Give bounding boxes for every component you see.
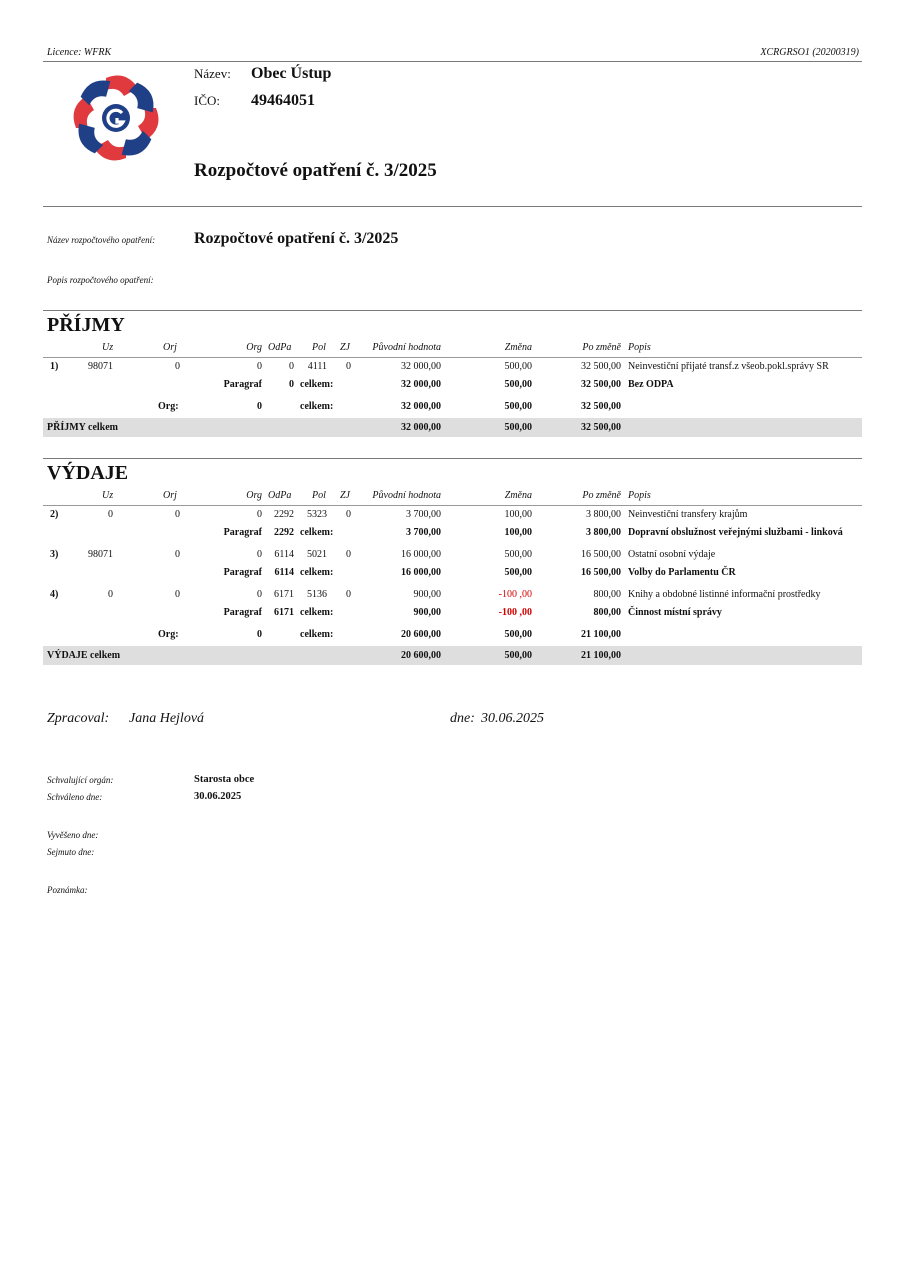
report-code: XCRGRSO1 (20200319) [760,47,859,58]
municipality-logo [66,68,166,168]
col-odpa: OdPa [268,342,292,353]
header-divider [43,61,862,62]
row-number: 3) [50,549,59,560]
paragraph-po-zmene: 3 800,00 [586,527,621,538]
prijmy-total-label: PŘÍJMY celkem [47,422,118,433]
schvaleno-label: Schváleno dne: [47,792,103,802]
vydaje-total-zmena: 500,00 [504,650,532,661]
cell-orj: 0 [175,549,180,560]
name-label: Název: [194,66,231,81]
cell-pol: 4111 [307,361,327,372]
prijmy-total-po-zmene: 32 500,00 [581,422,621,433]
org-label: Org: [158,629,179,640]
cell-orj: 0 [175,509,180,520]
paragraph-po-zmene: 32 500,00 [581,379,621,390]
cell-orj: 0 [175,589,180,600]
cell-puvodni: 900,00 [413,589,441,600]
org-value: 0 [257,629,262,640]
document-title: Rozpočtové opatření č. 3/2025 [194,160,437,181]
poznamka-label: Poznámka: [47,885,88,895]
col-zmena: Změna [504,342,532,353]
cell-uz: 98071 [88,361,113,372]
col-odpa: OdPa [268,490,292,501]
cell-po-zmene: 16 500,00 [581,549,621,560]
col-uz: Uz [102,342,114,353]
org-po-zmene: 32 500,00 [581,401,621,412]
cell-odpa: 6171 [274,589,294,600]
prijmy-total-puvodni: 32 000,00 [401,422,441,433]
col-pol: Pol [312,342,326,353]
schvalujici-label: Schvalující orgán: [47,775,114,785]
prijmy-total-band [43,418,862,437]
cell-uz: 0 [108,509,113,520]
measure-name-label: Název rozpočtového opatření: [47,235,156,245]
paragraph-zmena: 100,00 [504,527,532,538]
prijmy-header-line [43,357,862,358]
paragraph-odpa: 6114 [274,567,294,578]
cell-puvodni: 3 700,00 [406,509,441,520]
zpracoval-name: Jana Hejlová [129,711,205,726]
cell-org: 0 [257,361,262,372]
paragraph-label: Paragraf [223,379,262,390]
org-puvodni: 32 000,00 [401,401,441,412]
paragraph-popis: Volby do Parlamentu ČR [628,567,736,578]
paragraph-celkem: celkem: [300,527,334,538]
col-popis: Popis [628,342,651,353]
ico-value: 49464051 [251,92,315,109]
cell-zmena: -100 ,00 [498,589,532,600]
cell-org: 0 [257,509,262,520]
ico-label: IČO: [194,93,220,108]
col-org: Org [246,342,262,353]
cell-popis: Neinvestiční přijaté transf.z všeob.pokl.správy SR [628,361,829,372]
vydaje-divider [43,458,862,459]
logo-star-icon [66,68,166,168]
schvaleno-value: 30.06.2025 [194,791,242,802]
paragraph-popis: Bez ODPA [628,379,674,390]
paragraph-po-zmene: 800,00 [593,607,621,618]
col-puvodni: Původní hodnota [372,342,441,353]
org-celkem: celkem: [300,629,334,640]
paragraph-puvodni: 3 700,00 [406,527,441,538]
cell-puvodni: 16 000,00 [401,549,441,560]
paragraph-odpa: 2292 [274,527,294,538]
schvalujici-value: Starosta obce [194,774,255,785]
paragraph-celkem: celkem: [300,567,334,578]
vydaje-title: VÝDAJE [47,462,129,484]
row-number: 2) [50,509,59,520]
cell-pol: 5323 [307,509,327,520]
prijmy-divider [43,310,862,311]
paragraph-odpa: 0 [289,379,294,390]
cell-popis: Ostatní osobní výdaje [628,549,716,560]
paragraph-popis: Dopravní obslužnost veřejnými službami - linková [628,527,843,538]
zpracoval-label: Zpracoval: [47,711,110,726]
paragraph-celkem: celkem: [300,379,334,390]
cell-po-zmene: 32 500,00 [581,361,621,372]
cell-zj: 0 [346,509,351,520]
cell-zmena: 100,00 [504,509,532,520]
cell-popis: Knihy a obdobné listinné informační prostředky [628,589,821,600]
col-zj: ZJ [340,342,350,353]
org-po-zmene: 21 100,00 [581,629,621,640]
org-zmena: 500,00 [504,629,532,640]
col-orj: Orj [163,490,177,501]
paragraph-puvodni: 32 000,00 [401,379,441,390]
vydaje-total-puvodni: 20 600,00 [401,650,441,661]
cell-org: 0 [257,589,262,600]
paragraph-celkem: celkem: [300,607,334,618]
paragraph-odpa: 6171 [274,607,294,618]
prijmy-total-zmena: 500,00 [504,422,532,433]
title-divider [43,206,862,207]
row-number: 4) [50,589,59,600]
col-po-zmene: Po změně [582,342,621,353]
dne-value: 30.06.2025 [481,711,544,726]
sejmuto-label: Sejmuto dne: [47,847,95,857]
licence-label: Licence: WFRK [47,47,112,58]
org-label: Org: [158,401,179,412]
vydaje-total-band [43,646,862,665]
cell-uz: 98071 [88,549,113,560]
cell-odpa: 0 [289,361,294,372]
col-popis: Popis [628,490,651,501]
cell-uz: 0 [108,589,113,600]
cell-zj: 0 [346,589,351,600]
cell-po-zmene: 800,00 [593,589,621,600]
measure-desc-label: Popis rozpočtového opatření: [47,275,154,285]
col-puvodni: Původní hodnota [372,490,441,501]
paragraph-zmena: 500,00 [504,567,532,578]
vydaje-total-label: VÝDAJE celkem [47,650,121,661]
prijmy-title: PŘÍJMY [47,314,125,336]
cell-zmena: 500,00 [504,549,532,560]
paragraph-label: Paragraf [223,527,262,538]
org-celkem: celkem: [300,401,334,412]
cell-org: 0 [257,549,262,560]
cell-zj: 0 [346,549,351,560]
vydaje-total-po-zmene: 21 100,00 [581,650,621,661]
vyveseno-label: Vyvěšeno dne: [47,830,99,840]
cell-popis: Neinvestiční transfery krajům [628,509,748,520]
cell-odpa: 2292 [274,509,294,520]
col-pol: Pol [312,490,326,501]
paragraph-po-zmene: 16 500,00 [581,567,621,578]
cell-puvodni: 32 000,00 [401,361,441,372]
measure-name: Rozpočtové opatření č. 3/2025 [194,230,399,247]
org-zmena: 500,00 [504,401,532,412]
vydaje-header-line [43,505,862,506]
col-uz: Uz [102,490,114,501]
cell-zmena: 500,00 [504,361,532,372]
paragraph-popis: Činnost místní správy [628,607,722,618]
paragraph-puvodni: 900,00 [413,607,441,618]
paragraph-zmena: 500,00 [504,379,532,390]
org-value: 0 [257,401,262,412]
cell-zj: 0 [346,361,351,372]
dne-label: dne: [450,711,475,726]
paragraph-label: Paragraf [223,567,262,578]
col-po-zmene: Po změně [582,490,621,501]
paragraph-puvodni: 16 000,00 [401,567,441,578]
paragraph-label: Paragraf [223,607,262,618]
org-puvodni: 20 600,00 [401,629,441,640]
col-orj: Orj [163,342,177,353]
entity-name: Obec Ústup [251,65,332,82]
col-zj: ZJ [340,490,350,501]
cell-po-zmene: 3 800,00 [586,509,621,520]
col-zmena: Změna [504,490,532,501]
cell-orj: 0 [175,361,180,372]
cell-pol: 5021 [307,549,327,560]
cell-pol: 5136 [307,589,327,600]
row-number: 1) [50,361,59,372]
col-org: Org [246,490,262,501]
paragraph-zmena: -100 ,00 [498,607,532,618]
cell-odpa: 6114 [274,549,294,560]
